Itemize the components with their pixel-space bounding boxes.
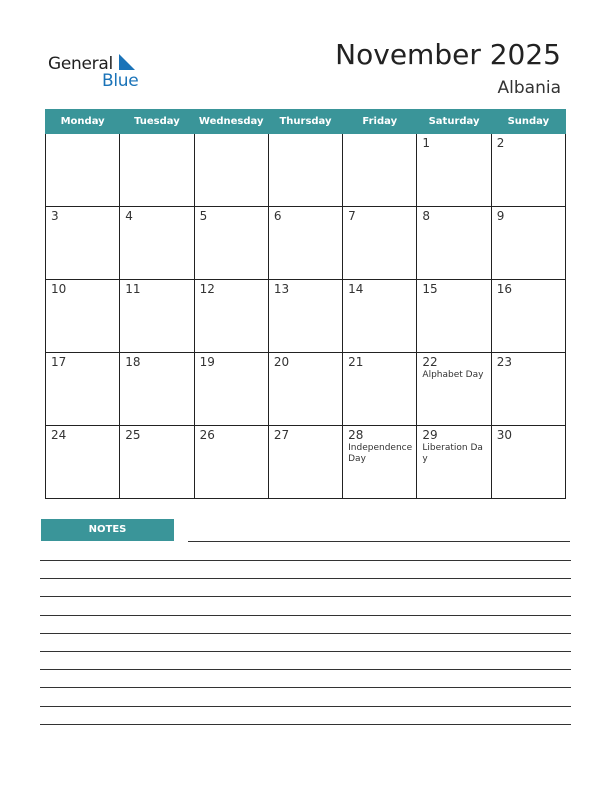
holiday-label: Alphabet Day — [422, 370, 484, 380]
calendar-day-cell — [46, 353, 120, 426]
calendar-day-cell — [268, 353, 342, 426]
calendar-day-cell — [120, 280, 194, 353]
day-number: 18 — [125, 355, 141, 369]
calendar-day-cell — [120, 134, 194, 207]
day-number — [343, 134, 416, 136]
weekday-header-row — [46, 110, 566, 134]
calendar-grid — [45, 109, 566, 499]
day-number: 10 — [51, 282, 67, 296]
calendar-day-cell — [491, 207, 565, 280]
calendar-week-row — [46, 426, 566, 499]
calendar-day-cell — [194, 280, 268, 353]
day-number: 17 — [51, 355, 67, 369]
day-number: 8 — [422, 209, 431, 223]
day-number — [120, 134, 193, 136]
day-number: 29 — [422, 428, 438, 442]
weekday-header: Friday — [343, 110, 417, 134]
note-line — [40, 669, 571, 670]
day-number — [46, 134, 119, 136]
calendar-day-cell — [417, 280, 491, 353]
calendar-week-row — [46, 207, 566, 280]
weekday-header: Tuesday — [120, 110, 194, 134]
calendar-day-cell — [343, 353, 417, 426]
day-number: 26 — [199, 428, 215, 442]
day-number: 27 — [273, 428, 290, 442]
weekday-header: Monday — [46, 110, 120, 134]
calendar-day-cell — [268, 426, 342, 499]
calendar-day-cell — [194, 207, 268, 280]
calendar-day-cell — [343, 134, 417, 207]
calendar-day-cell — [268, 280, 342, 353]
day-number: 1 — [422, 136, 431, 150]
note-line — [40, 687, 571, 688]
calendar-week-row — [46, 353, 566, 426]
day-number: 12 — [199, 282, 215, 296]
note-line — [40, 596, 571, 597]
day-number — [269, 134, 342, 136]
day-number: 2 — [496, 136, 505, 150]
calendar-week-row — [46, 280, 566, 353]
day-number: 22 — [422, 355, 438, 369]
day-number: 16 — [496, 282, 512, 296]
note-line — [40, 706, 571, 707]
note-line — [40, 578, 571, 579]
calendar-day-cell — [194, 426, 268, 499]
calendar-day-cell — [268, 134, 342, 207]
day-number: 30 — [496, 428, 512, 442]
day-number: 28 — [348, 428, 364, 442]
weekday-header: Saturday — [417, 110, 491, 134]
holiday-label: Liberation Day — [422, 443, 483, 464]
day-number: 5 — [199, 209, 208, 223]
page-title: November 2025 — [335, 38, 561, 71]
day-number — [195, 134, 268, 136]
day-number: 21 — [348, 355, 364, 369]
day-number: 9 — [496, 209, 505, 223]
day-number: 23 — [496, 355, 512, 369]
calendar-week-row — [46, 134, 566, 207]
calendar-day-cell — [491, 426, 565, 499]
calendar-day-cell — [120, 426, 194, 499]
day-number: 7 — [348, 209, 356, 223]
day-number: 20 — [273, 355, 290, 369]
calendar-day-cell — [417, 353, 491, 426]
country-label: Albania — [497, 78, 561, 98]
weekday-header: Wednesday — [194, 110, 268, 134]
note-line — [188, 541, 570, 542]
logo-text-blue: Blue — [102, 71, 139, 91]
calendar-day-cell — [46, 134, 120, 207]
calendar-day-cell — [417, 134, 491, 207]
day-number: 4 — [125, 209, 133, 223]
day-number: 11 — [125, 282, 141, 296]
note-line — [40, 651, 571, 652]
logo-triangle-icon — [119, 54, 135, 70]
calendar-day-cell — [46, 280, 120, 353]
note-line — [40, 560, 571, 561]
holiday-label: Independence Day — [348, 443, 413, 464]
weekday-header: Thursday — [268, 110, 342, 134]
calendar-day-cell — [46, 207, 120, 280]
calendar-day-cell — [343, 426, 417, 499]
logo-text-general: General — [48, 54, 113, 74]
note-line — [40, 615, 571, 616]
logo — [48, 52, 158, 92]
calendar-day-cell — [268, 207, 342, 280]
calendar-day-cell — [194, 353, 268, 426]
note-line — [40, 724, 571, 725]
day-number: 3 — [51, 209, 59, 223]
day-number: 6 — [273, 209, 282, 223]
calendar-day-cell — [417, 426, 491, 499]
calendar-day-cell — [491, 280, 565, 353]
calendar-day-cell — [120, 353, 194, 426]
calendar-day-cell — [194, 134, 268, 207]
day-number: 19 — [199, 355, 215, 369]
note-line — [40, 633, 571, 634]
day-number: 14 — [348, 282, 364, 296]
day-number: 13 — [273, 282, 290, 296]
day-number: 15 — [422, 282, 438, 296]
calendar-day-cell — [491, 134, 565, 207]
calendar-day-cell — [417, 207, 491, 280]
notes-label: NOTES — [41, 519, 174, 541]
day-number: 24 — [51, 428, 67, 442]
calendar-day-cell — [343, 280, 417, 353]
calendar-day-cell — [120, 207, 194, 280]
calendar-day-cell — [343, 207, 417, 280]
day-number: 25 — [125, 428, 141, 442]
calendar-day-cell — [491, 353, 565, 426]
weekday-header: Sunday — [491, 110, 565, 134]
calendar-day-cell — [46, 426, 120, 499]
